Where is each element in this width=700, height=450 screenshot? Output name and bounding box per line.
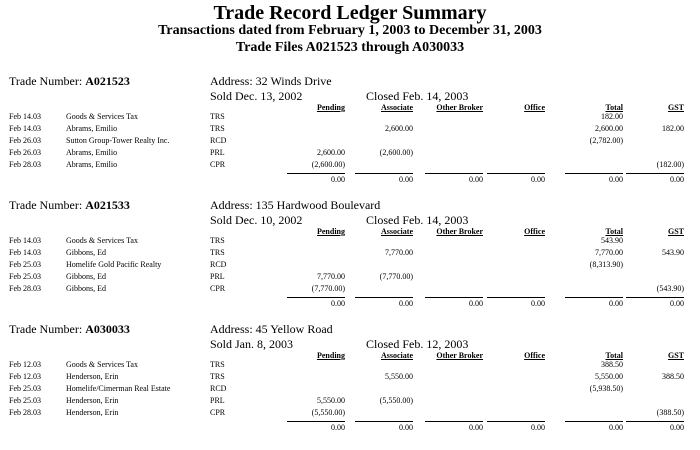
trade-number — [9, 322, 130, 337]
column-header-total: Total — [605, 351, 623, 360]
row-associate: (7,770.00) — [379, 272, 413, 281]
column-header-pending: Pending — [316, 351, 345, 360]
trade-address: Address: 135 Hardwood Boulevard — [210, 198, 381, 212]
total-rule — [287, 173, 345, 174]
total-rule — [425, 421, 483, 422]
column-header-pending: Pending — [316, 103, 345, 112]
trade-sold-date: Sold Jan. 8, 2003 — [210, 337, 294, 351]
row-code: RCD — [210, 260, 227, 269]
total-rule — [626, 421, 684, 422]
row-code: CPR — [210, 284, 226, 293]
row-name: Henderson, Erin — [66, 408, 119, 417]
row-gst: (543.90) — [656, 284, 684, 293]
section-total-other: 0.00 — [469, 423, 483, 432]
row-date: Feb 25.03 — [9, 396, 41, 405]
row-pending: (2,600.00) — [311, 160, 345, 169]
row-name: Henderson, Erin — [66, 396, 119, 405]
total-rule — [425, 297, 483, 298]
row-gst: (388.50) — [656, 408, 684, 417]
row-date: Feb 26.03 — [9, 136, 41, 145]
row-pending: (5,550.00) — [311, 408, 345, 417]
trade-address: Address: 45 Yellow Road — [210, 322, 333, 336]
row-name: Homelife/Cimerman Real Estate — [66, 384, 171, 393]
report-title: Trade Record Ledger Summary — [213, 2, 487, 24]
section-total-office: 0.00 — [531, 299, 545, 308]
total-rule — [487, 173, 545, 174]
row-total: (8,313.90) — [589, 260, 623, 269]
trade-section — [0, 320, 700, 450]
trade-section — [0, 72, 700, 202]
date-range: Transactions dated from February 1, 2003 to December 31, 2003 — [158, 23, 542, 38]
row-code: PRL — [210, 396, 225, 405]
column-header-total: Total — [605, 103, 623, 112]
total-rule — [287, 421, 345, 422]
column-header-associate: Associate — [381, 227, 413, 236]
row-total: (5,938.50) — [589, 384, 623, 393]
trade-number-label: Trade Number: — [9, 322, 83, 336]
column-header-other: Other Broker — [436, 227, 483, 236]
row-name: Gibbons, Ed — [66, 284, 106, 293]
row-code: TRS — [210, 124, 225, 133]
row-gst: 388.50 — [662, 372, 684, 381]
row-pending: 7,770.00 — [317, 272, 345, 281]
row-total: 5,550.00 — [595, 372, 623, 381]
row-total: 7,770.00 — [595, 248, 623, 257]
row-code: TRS — [210, 360, 225, 369]
row-name: Goods & Services Tax — [66, 236, 138, 245]
row-gst: 182.00 — [662, 124, 684, 133]
row-date: Feb 12.03 — [9, 372, 41, 381]
section-total-gst: 0.00 — [670, 423, 684, 432]
row-code: CPR — [210, 408, 226, 417]
row-associate: 2,600.00 — [385, 124, 413, 133]
trade-number-value: A021533 — [85, 198, 130, 212]
section-total-associate: 0.00 — [399, 175, 413, 184]
row-name: Abrams, Emilio — [66, 124, 118, 133]
trade-closed-date: Closed Feb. 14, 2003 — [366, 213, 469, 227]
row-date: Feb 14.03 — [9, 112, 41, 121]
total-rule — [355, 421, 413, 422]
section-total-associate: 0.00 — [399, 299, 413, 308]
trade-closed-date: Closed Feb. 12, 2003 — [366, 337, 469, 351]
total-rule — [355, 173, 413, 174]
row-name: Homelife Gold Pacific Realty — [66, 260, 162, 269]
row-associate: (5,550.00) — [379, 396, 413, 405]
row-name: Goods & Services Tax — [66, 360, 138, 369]
column-header-associate: Associate — [381, 351, 413, 360]
row-name: Henderson, Erin — [66, 372, 119, 381]
total-rule — [287, 297, 345, 298]
row-gst: (182.00) — [656, 160, 684, 169]
column-header-pending: Pending — [316, 227, 345, 236]
row-gst: 543.90 — [662, 248, 684, 257]
column-header-office: Office — [524, 351, 545, 360]
section-total-total: 0.00 — [609, 175, 623, 184]
trade-number-label: Trade Number: — [9, 74, 83, 88]
section-total-pending: 0.00 — [331, 175, 345, 184]
column-header-office: Office — [524, 103, 545, 112]
row-name: Gibbons, Ed — [66, 248, 106, 257]
row-total: 2,600.00 — [595, 124, 623, 133]
column-header-office: Office — [524, 227, 545, 236]
row-total: 543.90 — [601, 236, 623, 245]
total-rule — [626, 297, 684, 298]
section-total-office: 0.00 — [531, 423, 545, 432]
section-total-pending: 0.00 — [331, 423, 345, 432]
row-code: CPR — [210, 160, 226, 169]
section-total-gst: 0.00 — [670, 175, 684, 184]
total-rule — [565, 421, 623, 422]
row-name: Goods & Services Tax — [66, 112, 138, 121]
row-pending: 5,550.00 — [317, 396, 345, 405]
row-associate: (2,600.00) — [379, 148, 413, 157]
row-date: Feb 25.03 — [9, 272, 41, 281]
row-total: 182.00 — [601, 112, 623, 121]
row-code: PRL — [210, 272, 225, 281]
trade-address: Address: 32 Winds Drive — [210, 74, 332, 88]
trade-sold-date: Sold Dec. 13, 2002 — [210, 89, 303, 103]
row-code: PRL — [210, 148, 225, 157]
files-range: Trade Files A021523 through A030033 — [235, 40, 465, 55]
row-date: Feb 25.03 — [9, 260, 41, 269]
total-rule — [425, 173, 483, 174]
row-code: TRS — [210, 372, 225, 381]
row-date: Feb 14.03 — [9, 248, 41, 257]
total-rule — [626, 173, 684, 174]
total-rule — [565, 173, 623, 174]
column-header-associate: Associate — [381, 103, 413, 112]
row-name: Gibbons, Ed — [66, 272, 106, 281]
column-header-total: Total — [605, 227, 623, 236]
trade-closed-date: Closed Feb. 14, 2003 — [366, 89, 469, 103]
row-date: Feb 26.03 — [9, 148, 41, 157]
section-total-total: 0.00 — [609, 299, 623, 308]
total-rule — [487, 421, 545, 422]
row-date: Feb 14.03 — [9, 236, 41, 245]
row-name: Abrams, Emilio — [66, 148, 118, 157]
column-header-gst: GST — [667, 103, 684, 112]
section-total-associate: 0.00 — [399, 423, 413, 432]
row-date: Feb 25.03 — [9, 384, 41, 393]
row-pending: (7,770.00) — [311, 284, 345, 293]
row-code: RCD — [210, 136, 227, 145]
row-date: Feb 28.03 — [9, 284, 41, 293]
row-associate: 7,770.00 — [385, 248, 413, 257]
section-total-office: 0.00 — [531, 175, 545, 184]
section-total-pending: 0.00 — [331, 299, 345, 308]
row-date: Feb 28.03 — [9, 408, 41, 417]
section-total-gst: 0.00 — [670, 299, 684, 308]
section-total-total: 0.00 — [609, 423, 623, 432]
trade-number-label: Trade Number: — [9, 198, 83, 212]
row-code: TRS — [210, 236, 225, 245]
row-code: TRS — [210, 248, 225, 257]
trade-number — [9, 198, 130, 213]
trade-number — [9, 74, 130, 89]
column-header-other: Other Broker — [436, 351, 483, 360]
row-pending: 2,600.00 — [317, 148, 345, 157]
row-date: Feb 28.03 — [9, 160, 41, 169]
section-total-other: 0.00 — [469, 175, 483, 184]
trade-number-value: A030033 — [85, 322, 130, 336]
total-rule — [565, 297, 623, 298]
column-header-gst: GST — [667, 227, 684, 236]
row-associate: 5,550.00 — [385, 372, 413, 381]
row-date: Feb 14.03 — [9, 124, 41, 133]
row-date: Feb 12.03 — [9, 360, 41, 369]
row-name: Abrams, Emilio — [66, 160, 118, 169]
trade-section — [0, 196, 700, 326]
row-code: RCD — [210, 384, 227, 393]
row-total: (2,782.00) — [589, 136, 623, 145]
total-rule — [487, 297, 545, 298]
column-header-other: Other Broker — [436, 103, 483, 112]
column-header-gst: GST — [667, 351, 684, 360]
row-code: TRS — [210, 112, 225, 121]
row-total: 388.50 — [601, 360, 623, 369]
section-total-other: 0.00 — [469, 299, 483, 308]
trade-sold-date: Sold Dec. 10, 2002 — [210, 213, 303, 227]
total-rule — [355, 297, 413, 298]
row-name: Sutton Group-Tower Realty Inc. — [66, 136, 170, 145]
trade-number-value: A021523 — [85, 74, 130, 88]
